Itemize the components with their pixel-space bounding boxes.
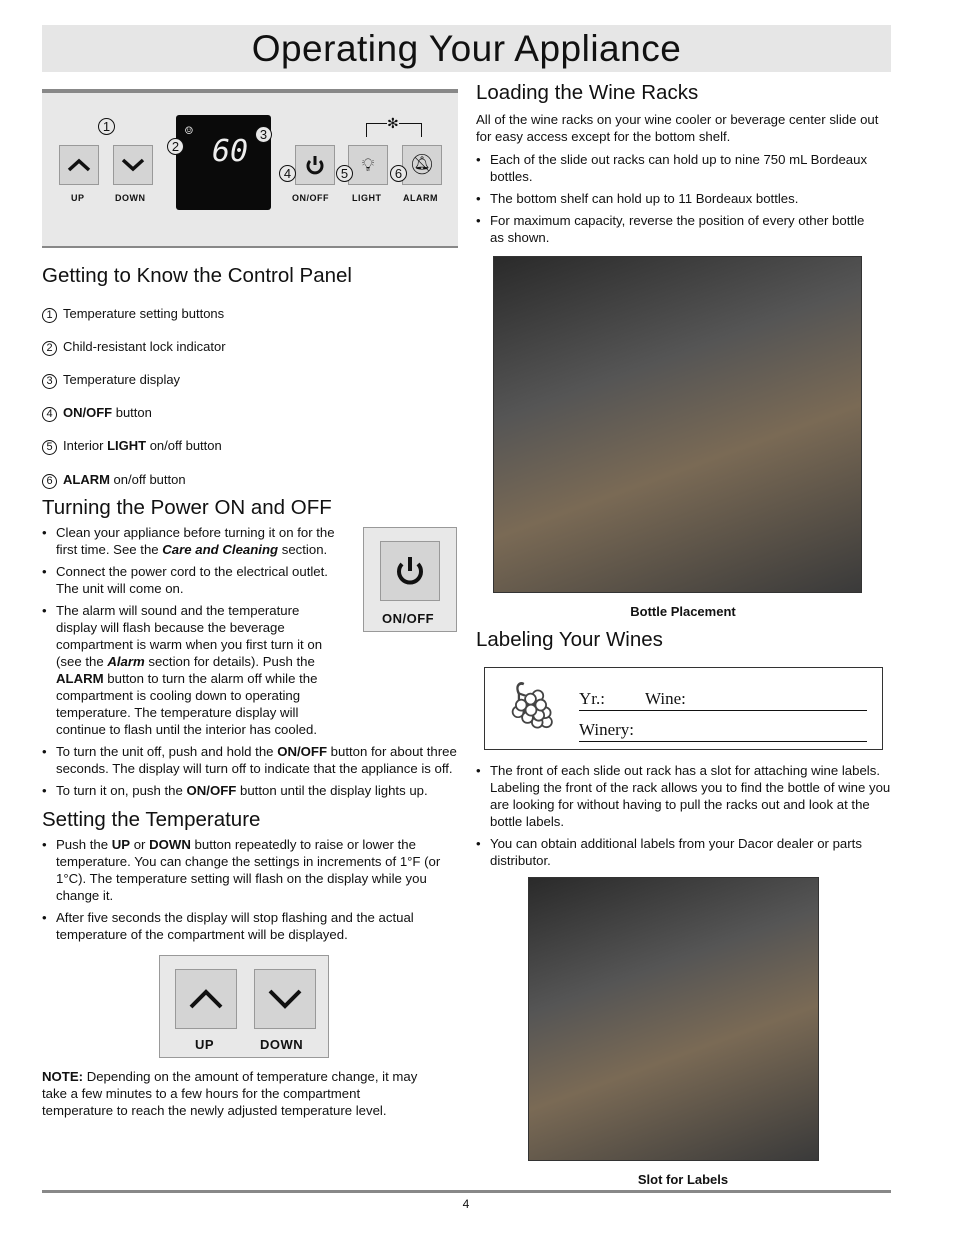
up-down-image [159, 955, 329, 1058]
page-number: 4 [462, 1197, 470, 1211]
legend-item [42, 305, 224, 323]
onoff-label: ON/OFF [292, 193, 329, 203]
onoff-label: ON/OFF [382, 611, 435, 626]
title-bar [42, 25, 891, 72]
legend-number: 4 [42, 407, 57, 422]
chevron-up-icon [188, 988, 224, 1010]
list-item: • To turn the unit off, push and hold the ON/OFF button for about three seconds. The display will turn off to indicate that the appliance is off. [42, 743, 458, 777]
wine-racks-intro: All of the wine racks on your wine cooler or beverage center slide out for easy access except for the bottom shelf. [476, 112, 879, 144]
light-label: LIGHT [352, 193, 382, 203]
list-item: • The alarm will sound and the temperature display will flash because the beverage compartment is warm when you first turn it on (see the Alarm section for details). Push the ALARM button to turn the alarm off while the compartment is cooling down to operating temperature. The temperature display will continue to flash until the interior has cooled. [42, 602, 340, 738]
list-item: • The front of each slide out rack has a slot for attaching wine labels. Labeling the front of the rack allows you to find the bottle of wine you are looking for without having to pull the racks out and look at the bottle labels. [476, 762, 891, 830]
temperature-heading: Setting the Temperature [42, 808, 261, 831]
onoff-button-illustration [295, 145, 335, 185]
callout-1: 1 [98, 118, 115, 135]
up-button-illustration [59, 145, 99, 185]
chevron-down-icon [267, 988, 303, 1010]
light-button-illustration [348, 145, 388, 185]
list-item: • To turn it on, push the ON/OFF button until the display lights up. [42, 782, 458, 799]
callout-6: 6 [390, 165, 407, 182]
legend-number: 6 [42, 474, 57, 489]
list-item: • Connect the power cord to the electrical outlet. The unit will come on. [42, 563, 354, 597]
power-icon [305, 155, 325, 175]
power-list [42, 524, 458, 804]
legend-bold: ON/OFF [63, 405, 113, 420]
year-label: Yr.: [579, 689, 605, 708]
light-bulb-icon: 💡︎ [361, 154, 375, 175]
legend-number: 3 [42, 374, 57, 389]
footer-rule [42, 1190, 891, 1193]
power-heading: Turning the Power ON and OFF [42, 496, 332, 519]
legend-text: on/off button [109, 472, 186, 487]
lock-smiley-icon: ☺ [185, 124, 193, 139]
control-panel-illustration [42, 89, 458, 248]
legend-number: 5 [42, 440, 57, 455]
display-value: 60 [212, 134, 249, 169]
legend-item [42, 338, 226, 356]
legend-number: 1 [42, 308, 57, 323]
callout-2: 2 [167, 138, 184, 155]
down-button-illustration [254, 969, 316, 1029]
slot-for-labels-photo [528, 877, 819, 1161]
legend-bold: LIGHT [107, 438, 147, 453]
chevron-down-icon [121, 158, 145, 172]
wine-racks-list [476, 151, 876, 251]
note: NOTE: Depending on the amount of temperature change, it may take a few minutes to a few hours for the compartment temperature to reach the newly adjusted temperature level. [42, 1069, 418, 1118]
alarm-label: ALARM [403, 193, 438, 203]
legend-number: 2 [42, 341, 57, 356]
wine-racks-heading: Loading the Wine Racks [476, 81, 699, 104]
alarm-bell-icon: 🔕︎ [409, 153, 435, 176]
legend-text: on/off button [146, 438, 222, 453]
legend-item [42, 371, 180, 389]
down-label: DOWN [260, 1037, 304, 1052]
slot-caption: Slot for Labels [637, 1172, 729, 1187]
labeling-heading: Labeling Your Wines [476, 628, 663, 651]
list-item: • After five seconds the display will stop flashing and the actual temperature of the compartment will be displayed. [42, 909, 458, 943]
legend-bold: ALARM [63, 472, 110, 487]
alarm-button-illustration [402, 145, 442, 185]
callout-5: 5 [336, 165, 353, 182]
page-title: Operating Your Appliance [251, 28, 682, 69]
callout-3: 3 [255, 126, 272, 143]
legend-item [42, 437, 222, 455]
list-item: • Push the UP or DOWN button repeatedly to raise or lower the temperature. You can change the settings in increments of 1°F (or 1°C). The temperature setting will flash on the display while you change it. [42, 836, 458, 904]
legend-text: Interior [63, 438, 108, 453]
chevron-up-icon [67, 158, 91, 172]
legend-text: button [112, 405, 152, 420]
labeling-list [476, 762, 891, 874]
wine-label: Wine: [644, 689, 686, 708]
legend-text: Temperature display [63, 372, 181, 387]
up-label: UP [71, 193, 85, 203]
list-item: • Each of the slide out racks can hold up to nine 750 mL Bordeaux bottles. [476, 151, 876, 185]
winery-line [579, 721, 867, 742]
legend-item [42, 404, 152, 422]
legend-item [42, 471, 186, 489]
wine-label-sample [484, 667, 883, 750]
legend-text: Temperature setting buttons [63, 306, 225, 321]
list-item: • The bottom shelf can hold up to 11 Bordeaux bottles. [476, 190, 876, 207]
list-item: • You can obtain additional labels from your Dacor dealer or parts distributor. [476, 835, 891, 869]
fan-icon: ✻ [387, 115, 399, 131]
callout-4: 4 [279, 165, 296, 182]
bottle-placement-photo [493, 256, 862, 593]
list-item: • Clean your appliance before turning it on for the first time. See the Care and Cleaning section. [42, 524, 354, 558]
list-item: • For maximum capacity, reverse the position of every other bottle as shown. [476, 212, 876, 246]
up-button-illustration [175, 969, 237, 1029]
bottle-placement-caption: Bottle Placement [630, 604, 736, 619]
grapes-icon: 🍇︎ [503, 680, 562, 731]
temperature-list [42, 836, 458, 948]
down-label: DOWN [115, 193, 146, 203]
control-panel-heading: Getting to Know the Control Panel [42, 264, 352, 287]
down-button-illustration [113, 145, 153, 185]
winery-label: Winery: [579, 720, 635, 739]
wine-line [579, 690, 867, 711]
legend-text: Child-resistant lock indicator [63, 339, 226, 354]
up-label: UP [195, 1037, 215, 1052]
